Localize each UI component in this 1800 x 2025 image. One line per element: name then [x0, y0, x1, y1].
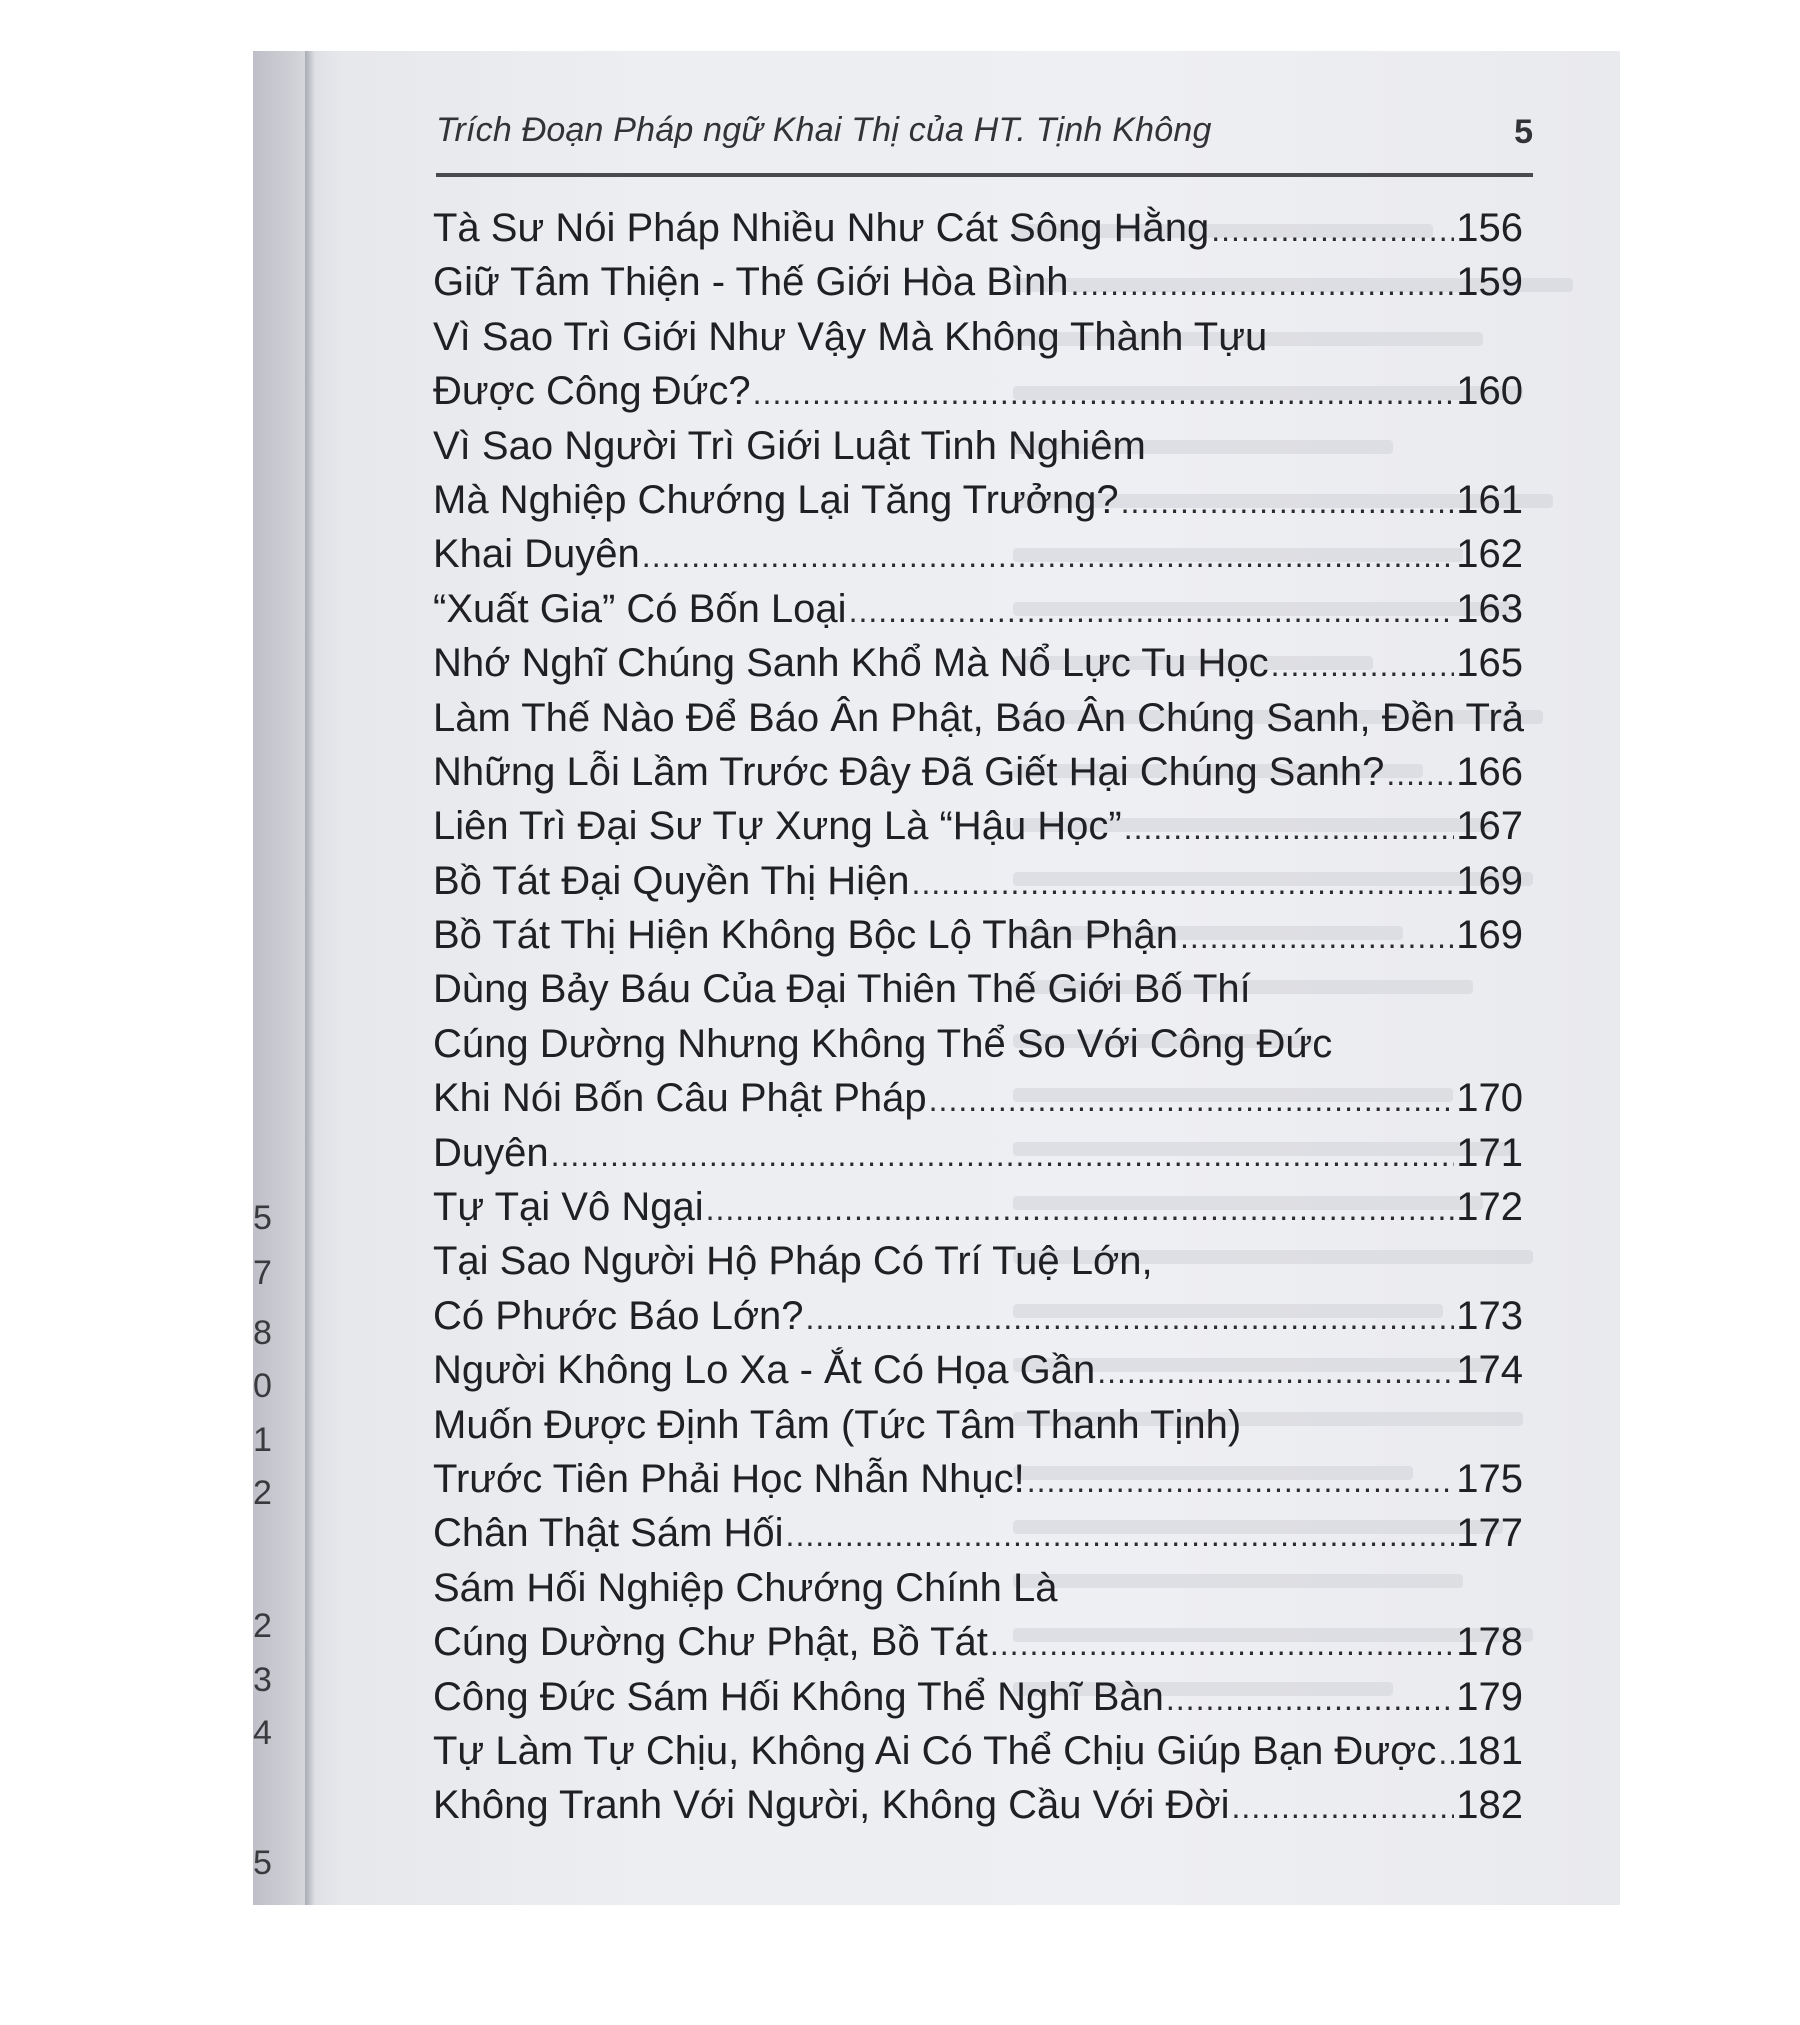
toc-entry — [433, 473, 1523, 527]
dot-leader — [1121, 475, 1455, 529]
toc-page-number: 172 — [1456, 1185, 1523, 1230]
margin-digit: 7 — [253, 1256, 272, 1290]
book-page-photo — [253, 51, 1620, 1905]
toc-title: Liên Trì Đại Sư Tự Xưng Là “Hậu Học” — [433, 804, 1122, 849]
toc-title: Công Đức Sám Hối Không Thể Nghĩ Bàn — [433, 1674, 1164, 1719]
margin-digit: 8 — [253, 1316, 272, 1350]
toc-page-number: 175 — [1456, 1456, 1523, 1501]
toc-line — [433, 419, 1523, 473]
dot-leader — [929, 1073, 1455, 1127]
toc-entry — [433, 582, 1523, 636]
toc-line — [433, 908, 1523, 962]
toc-entry — [433, 1615, 1523, 1669]
dot-leader — [1386, 747, 1454, 801]
toc-entry — [433, 1343, 1523, 1397]
toc-page-number: 174 — [1456, 1348, 1523, 1393]
dot-leader — [1071, 257, 1455, 311]
toc-title: Những Lỗi Lầm Trước Đây Đã Giết Hại Chúng Sanh? — [433, 749, 1385, 794]
toc-line — [433, 201, 1523, 255]
book-gutter — [305, 51, 315, 1905]
toc-line — [433, 582, 1523, 636]
dot-leader — [1271, 638, 1455, 692]
toc-title: Muốn Được Định Tâm (Tức Tâm Thanh Tịnh) — [433, 1402, 1242, 1447]
toc-title: “Xuất Gia” Có Bốn Loại — [433, 586, 847, 631]
toc-line — [433, 1234, 1523, 1288]
toc-line — [433, 799, 1523, 853]
toc-title: Bồ Tát Đại Quyền Thị Hiện — [433, 858, 910, 903]
toc-entry — [433, 636, 1523, 690]
toc-entry — [433, 201, 1523, 255]
toc-line — [433, 1724, 1523, 1778]
toc-line — [433, 1071, 1523, 1125]
margin-digit: 5 — [253, 1846, 272, 1880]
dot-leader — [1097, 1345, 1454, 1399]
toc-page-number: 161 — [1456, 477, 1523, 522]
margin-digit: 2 — [253, 1609, 272, 1643]
toc-line — [433, 636, 1523, 690]
dot-leader — [1180, 910, 1454, 964]
toc-title: Được Công Đức? — [433, 369, 751, 414]
toc-entry — [433, 799, 1523, 853]
toc-entry — [433, 854, 1523, 908]
toc-page-number: 179 — [1456, 1674, 1523, 1719]
dot-leader — [706, 1182, 1455, 1236]
toc-entry — [433, 1452, 1523, 1506]
dot-leader — [990, 1617, 1454, 1671]
toc-page-number: 173 — [1456, 1293, 1523, 1338]
dot-leader — [551, 1128, 1455, 1182]
toc-title: Vì Sao Trì Giới Như Vậy Mà Không Thành Tựu — [433, 314, 1268, 359]
margin-digit: 2 — [253, 1476, 272, 1510]
toc-line — [433, 255, 1523, 309]
toc-title: Nhớ Nghĩ Chúng Sanh Khổ Mà Nổ Lực Tu Học — [433, 641, 1269, 686]
toc-page-number: 163 — [1456, 586, 1523, 631]
toc-line — [433, 1452, 1523, 1506]
toc-line — [433, 473, 1523, 527]
toc-entry — [433, 364, 1523, 418]
dot-leader — [1232, 1780, 1455, 1834]
toc-line — [433, 1561, 1523, 1615]
toc-title: Vì Sao Người Trì Giới Luật Tinh Nghiêm — [433, 423, 1146, 468]
toc-page-number: 177 — [1456, 1511, 1523, 1556]
toc-page-number: 156 — [1456, 206, 1523, 250]
toc-line — [433, 1398, 1523, 1452]
toc-page-number: 182 — [1456, 1783, 1523, 1828]
toc-entry — [433, 1778, 1523, 1832]
toc-entry — [433, 1180, 1523, 1234]
running-title: Trích Đoạn Pháp ngữ Khai Thị của HT. Tịnh Không — [436, 111, 1212, 149]
margin-digit: 4 — [253, 1716, 272, 1750]
toc-page-number: 169 — [1456, 913, 1523, 958]
toc-title: Khi Nói Bốn Câu Phật Pháp — [433, 1076, 927, 1121]
toc-entry — [433, 1724, 1523, 1778]
toc-page-number: 181 — [1456, 1728, 1523, 1773]
toc-page-number: 165 — [1456, 641, 1523, 686]
toc-page-number: 166 — [1456, 749, 1523, 794]
toc-title: Tại Sao Người Hộ Pháp Có Trí Tuệ Lớn, — [433, 1239, 1153, 1284]
toc-line — [433, 310, 1523, 364]
toc-title: Cúng Dường Nhưng Không Thể So Với Công Đức — [433, 1021, 1333, 1066]
toc-title: Duyên — [433, 1130, 549, 1175]
toc-title: Giữ Tâm Thiện - Thế Giới Hòa Bình — [433, 260, 1069, 305]
dot-leader — [1166, 1672, 1454, 1726]
dot-leader — [1027, 1454, 1454, 1508]
toc-title: Sám Hối Nghiệp Chướng Chính Là — [433, 1565, 1058, 1610]
toc-line — [433, 527, 1523, 581]
dot-leader — [642, 529, 1454, 583]
toc-line — [433, 1615, 1523, 1669]
toc-entry — [433, 527, 1523, 581]
toc-entry — [433, 255, 1523, 309]
toc-page-number: 170 — [1456, 1076, 1523, 1121]
toc-page-number: 160 — [1456, 369, 1523, 414]
dot-leader — [1211, 203, 1454, 257]
toc-line — [433, 854, 1523, 908]
toc-entry — [433, 1071, 1523, 1125]
dot-leader — [806, 1291, 1455, 1345]
margin-digit: 1 — [253, 1423, 272, 1457]
toc-title: Người Không Lo Xa - Ắt Có Họa Gần — [433, 1348, 1096, 1393]
dot-leader — [912, 856, 1455, 910]
dot-leader — [1438, 1726, 1454, 1780]
toc-title: Khai Duyên — [433, 532, 640, 577]
toc-page-number: 162 — [1456, 532, 1523, 577]
page-number: 5 — [1514, 113, 1533, 151]
toc-title: Trước Tiên Phải Học Nhẫn Nhục! — [433, 1456, 1025, 1501]
toc-title: Bồ Tát Thị Hiện Không Bộc Lộ Thân Phận — [433, 913, 1178, 958]
toc-line — [433, 1506, 1523, 1560]
toc-title: Mà Nghiệp Chướng Lại Tăng Trưởng? — [433, 477, 1119, 522]
toc-entry — [433, 1670, 1523, 1724]
toc-page-number: 171 — [1456, 1130, 1523, 1175]
toc-line — [433, 1017, 1523, 1071]
page-header — [436, 111, 1533, 177]
toc-page-number: 169 — [1456, 858, 1523, 903]
toc-title: Làm Thế Nào Để Báo Ân Phật, Báo Ân Chúng Sanh, Đền Trả — [433, 695, 1525, 740]
toc-page-number: 167 — [1456, 804, 1523, 849]
toc-title: Không Tranh Với Người, Không Cầu Với Đời — [433, 1783, 1230, 1828]
dot-leader — [849, 584, 1455, 638]
toc-page-number: 159 — [1456, 260, 1523, 305]
toc-line — [433, 364, 1523, 418]
toc-entry — [433, 1289, 1523, 1343]
toc-title: Cúng Dường Chư Phật, Bồ Tát — [433, 1620, 988, 1665]
toc-line — [433, 1670, 1523, 1724]
toc-entry — [433, 1126, 1523, 1180]
toc-line — [433, 1289, 1523, 1343]
toc-title: Dùng Bảy Báu Của Đại Thiên Thế Giới Bố Thí — [433, 967, 1251, 1012]
dot-leader — [753, 366, 1455, 420]
table-of-contents — [433, 201, 1523, 1833]
toc-line — [433, 691, 1523, 745]
toc-page-number: 178 — [1456, 1620, 1523, 1665]
toc-entry — [433, 745, 1523, 799]
toc-line — [433, 962, 1523, 1016]
toc-entry — [433, 908, 1523, 962]
toc-line — [433, 1180, 1523, 1234]
toc-line — [433, 1343, 1523, 1397]
toc-title: Tự Tại Vô Ngại — [433, 1185, 704, 1230]
toc-line — [433, 745, 1523, 799]
toc-title: Tự Làm Tự Chịu, Không Ai Có Thể Chịu Giúp Bạn Được — [433, 1728, 1437, 1773]
margin-digit: 0 — [253, 1369, 272, 1403]
dot-leader — [1124, 801, 1455, 855]
margin-digit: 5 — [253, 1201, 272, 1235]
toc-entry — [433, 1506, 1523, 1560]
dot-leader — [786, 1508, 1455, 1562]
toc-title: Tà Sư Nói Pháp Nhiều Như Cát Sông Hằng — [433, 206, 1210, 250]
toc-line — [433, 1778, 1523, 1832]
toc-title: Có Phước Báo Lớn? — [433, 1293, 804, 1338]
margin-digit: 3 — [253, 1663, 272, 1697]
toc-title: Chân Thật Sám Hối — [433, 1511, 784, 1556]
toc-line — [433, 1126, 1523, 1180]
